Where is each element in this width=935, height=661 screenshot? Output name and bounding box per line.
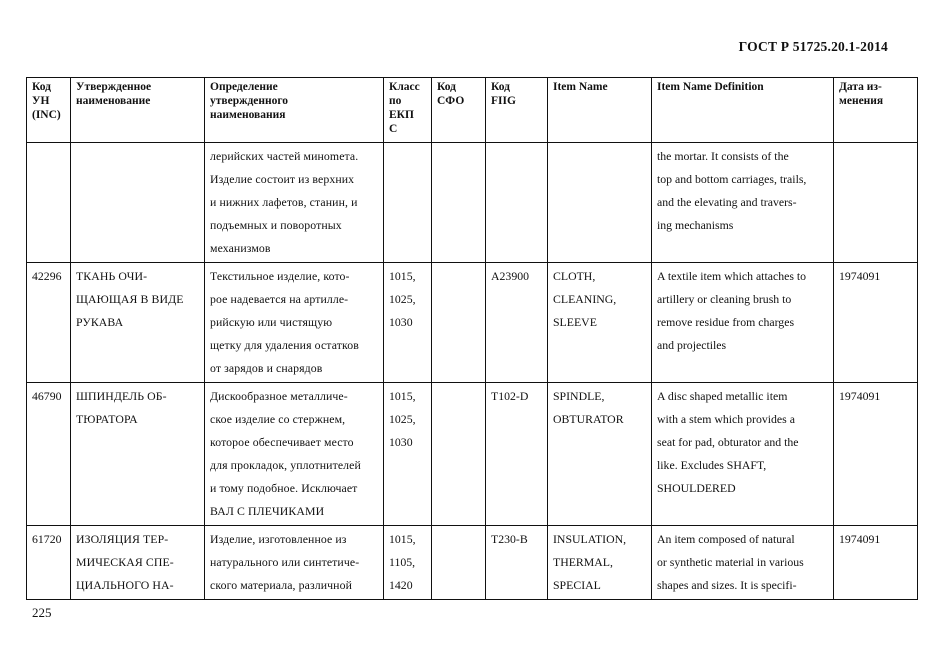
cell-definition [205,143,384,263]
table-row [27,263,918,383]
column-header-line: Дата из- [839,81,882,93]
cell-name [71,526,205,600]
cell-line: 1015, [389,389,416,403]
column-header-line: по [389,95,402,107]
column-header-line: ЕКП [389,109,414,121]
document-code: ГОСТ Р 51725.20.1-2014 [738,39,888,54]
cell-line: or synthetic material in various [657,555,804,569]
cell-line: ского материала, различной [210,578,352,592]
column-header-item-name [548,78,652,143]
cell-value: 1974091 [839,269,881,283]
cell-inc [27,383,71,526]
column-header-line: Код [437,81,457,93]
column-header-line: (INC) [32,109,61,121]
cell-line: ЩАЮЩАЯ В ВИДЕ [76,292,184,306]
cell-sfo [432,526,486,600]
cell-line: 1015, [389,269,416,283]
cell-inc [27,263,71,383]
cell-line: 1420 [389,578,413,592]
cell-line: ское изделие со стержнем, [210,412,346,426]
cell-line: 1015, [389,532,416,546]
column-header-sfo [432,78,486,143]
cell-line: and projectiles [657,338,727,352]
cell-fiig [486,143,548,263]
cell-line: and the elevating and travers- [657,195,797,209]
cell-line: для прокладок, уплотнителей [210,458,361,472]
cell-item-definition [652,526,834,600]
cell-line: artillery or cleaning brush to [657,292,792,306]
cell-inc [27,526,71,600]
column-header-line: Код [32,81,52,93]
cell-class [384,383,432,526]
cell-line: 1030 [389,315,413,329]
cell-value: T230-B [491,532,528,546]
column-header-line: утвержденного [210,95,289,107]
cell-line: seat for pad, obturator and the [657,435,799,449]
cell-definition [205,526,384,600]
cell-value: A23900 [491,269,530,283]
column-header-line: Код [491,81,511,93]
cell-fiig [486,263,548,383]
cell-fiig [486,383,548,526]
cell-class [384,526,432,600]
cell-line: ing mechanisms [657,218,734,232]
column-header-line: Утвержденное [76,81,152,93]
cell-line: 1025, [389,292,416,306]
column-header-line: наименование [76,95,151,107]
cell-date [834,526,918,600]
cell-item-definition [652,143,834,263]
cell-line: ИЗОЛЯЦИЯ ТЕР- [76,532,169,546]
column-header-fiig [486,78,548,143]
cell-line: remove residue from charges [657,315,795,329]
cell-line: SPECIAL [553,578,601,592]
cell-line: INSULATION, [553,532,627,546]
cell-item-definition [652,263,834,383]
cell-line: щетку для удаления остатков [210,338,359,352]
cell-line: like. Excludes SHAFT, [657,458,767,472]
cell-line: Текстильное изделие, кото- [210,269,350,283]
catalog-table [26,77,918,600]
cell-line: лерийских частей минomета. [210,149,359,163]
cell-line: 1105, [389,555,416,569]
cell-value: 1974091 [839,389,881,403]
column-header-inc [27,78,71,143]
cell-line: ТЮРАТОРА [76,412,138,426]
column-header-line: С [389,123,398,135]
page-number: 225 [32,605,52,620]
cell-sfo [432,263,486,383]
cell-inc [27,143,71,263]
cell-line: Дискообразное металличе- [210,389,348,403]
cell-name [71,383,205,526]
table-body [27,143,918,600]
cell-line: SLEEVE [553,315,597,329]
cell-line: которое обеспечивает место [210,435,354,449]
column-header-line: менения [839,95,884,107]
cell-value: 46790 [32,389,62,403]
table-row [27,143,918,263]
cell-line: РУКАВА [76,315,124,329]
cell-item-definition [652,383,834,526]
cell-line: натурального или синтетиче- [210,555,360,569]
cell-name [71,143,205,263]
cell-date [834,263,918,383]
cell-line: подъемных и поворотных [210,218,342,232]
cell-line: top and bottom carriages, trails, [657,172,807,186]
cell-date [834,383,918,526]
cell-line: shapes and sizes. It is specifi- [657,578,797,592]
cell-line: SHOULDERED [657,481,736,495]
cell-sfo [432,143,486,263]
column-header-line: FIIG [491,95,516,107]
column-header-line: наименования [210,109,286,121]
cell-line: OBTURATOR [553,412,624,426]
cell-line: CLEANING, [553,292,617,306]
cell-line: механизмов [210,241,271,255]
cell-line: SPINDLE, [553,389,605,403]
column-header-class [384,78,432,143]
cell-line: 1025, [389,412,416,426]
cell-item-name [548,526,652,600]
column-header-definition [205,78,384,143]
column-header-line: Класс [389,81,420,93]
column-header-line: Item Name [553,81,608,93]
column-header-name [71,78,205,143]
cell-item-name [548,143,652,263]
cell-line: рое надевается на артилле- [210,292,349,306]
cell-line: A disc shaped metallic item [657,389,788,403]
cell-item-name [548,383,652,526]
column-header-date [834,78,918,143]
cell-line: with a stem which provides a [657,412,795,426]
cell-class [384,143,432,263]
cell-value: T102-D [491,389,529,403]
cell-definition [205,263,384,383]
cell-line: Изделие, изготовленное из [210,532,347,546]
cell-line: ВАЛ С ПЛЕЧИКАМИ [210,504,325,518]
cell-value: 61720 [32,532,62,546]
cell-sfo [432,383,486,526]
cell-line: THERMAL, [553,555,613,569]
cell-class [384,263,432,383]
cell-line: ШПИНДЕЛЬ ОБ- [76,389,167,403]
cell-value: 1974091 [839,532,881,546]
column-header-line: Item Name Definition [657,81,764,93]
cell-line: МИЧЕСКАЯ СПЕ- [76,555,174,569]
column-header-line: СФО [437,95,465,107]
cell-line: A textile item which attaches to [657,269,807,283]
cell-line: ТКАНЬ ОЧИ- [76,269,148,283]
table-header-row [27,78,918,143]
cell-line: рийскую или чистящую [210,315,333,329]
column-header-line: Определение [210,81,278,93]
cell-line: и тому подобное. Исключает [210,481,358,495]
table-row [27,383,918,526]
column-header-line: УН [32,95,50,107]
cell-date [834,143,918,263]
cell-line: An item composed of natural [657,532,795,546]
cell-line: ЦИАЛЬНОГО НА- [76,578,174,592]
cell-line: CLOTH, [553,269,596,283]
cell-name [71,263,205,383]
cell-value: 42296 [32,269,62,283]
cell-definition [205,383,384,526]
cell-line: Изделие состоит из верхних [210,172,355,186]
cell-fiig [486,526,548,600]
table-row [27,526,918,600]
cell-line: the mortar. It consists of the [657,149,789,163]
cell-line: от зарядов и снарядов [210,361,323,375]
cell-line: 1030 [389,435,413,449]
cell-line: и нижних лафетов, станин, и [210,195,358,209]
cell-item-name [548,263,652,383]
column-header-item-definition [652,78,834,143]
